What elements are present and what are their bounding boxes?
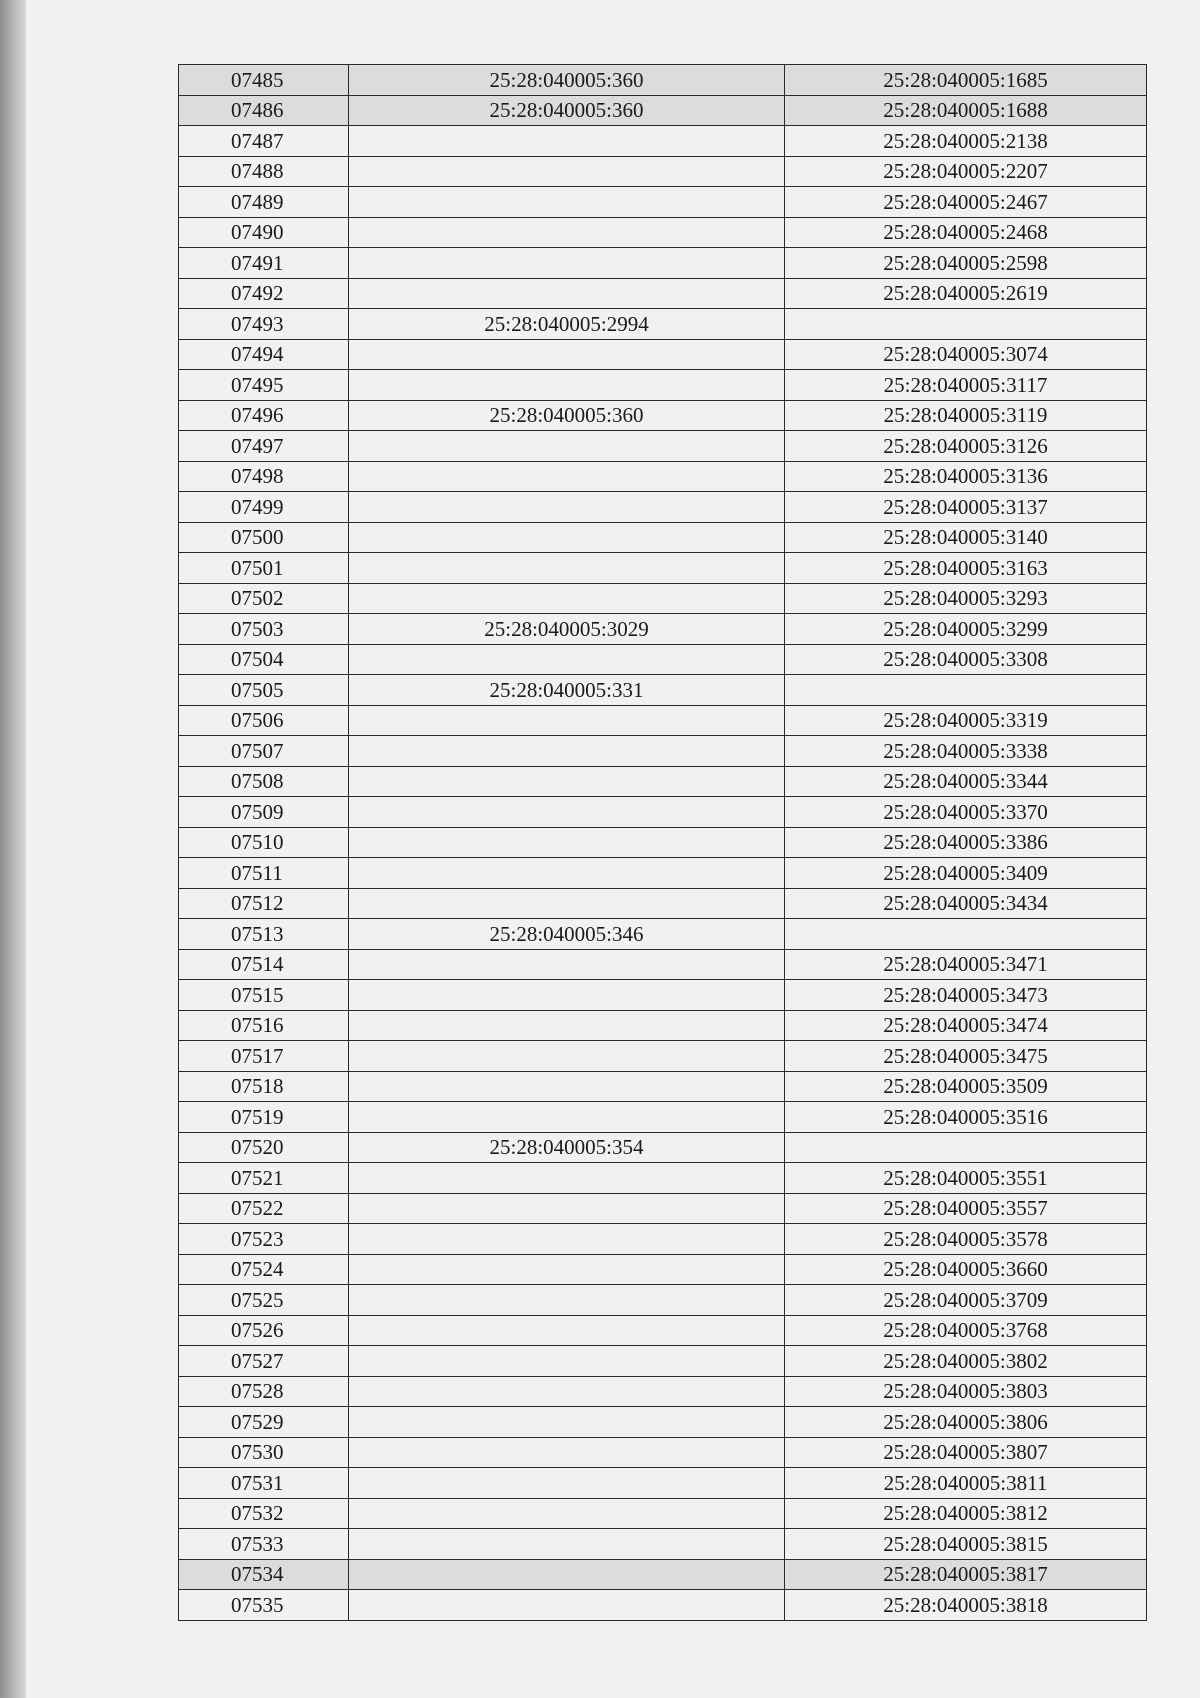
- child-cadastral-cell: 25:28:040005:3551: [785, 1163, 1147, 1194]
- child-cadastral-cell: 25:28:040005:3509: [785, 1071, 1147, 1102]
- row-number-cell: 07488: [179, 156, 349, 187]
- table-row: [179, 675, 1147, 706]
- row-number-cell: 07513: [179, 919, 349, 950]
- row-number-cell: 07500: [179, 522, 349, 553]
- table-row: [179, 736, 1147, 767]
- table-row: [179, 400, 1147, 431]
- parent-cadastral-cell: [349, 1529, 785, 1560]
- table-row: [179, 705, 1147, 736]
- row-number-cell: 07506: [179, 705, 349, 736]
- parent-cadastral-cell: [349, 1193, 785, 1224]
- parent-cadastral-cell: [349, 1590, 785, 1621]
- row-number-cell: 07531: [179, 1468, 349, 1499]
- parent-cadastral-cell: [349, 1376, 785, 1407]
- table-row: [179, 919, 1147, 950]
- parent-cadastral-cell: [349, 217, 785, 248]
- parent-cadastral-cell: [349, 248, 785, 279]
- parent-cadastral-cell: 25:28:040005:354: [349, 1132, 785, 1163]
- parent-cadastral-cell: [349, 1224, 785, 1255]
- parent-cadastral-cell: [349, 156, 785, 187]
- row-number-cell: 07486: [179, 95, 349, 126]
- parent-cadastral-cell: 25:28:040005:331: [349, 675, 785, 706]
- parent-cadastral-cell: [349, 126, 785, 157]
- parent-cadastral-cell: [349, 1498, 785, 1529]
- child-cadastral-cell: 25:28:040005:3474: [785, 1010, 1147, 1041]
- parent-cadastral-cell: [349, 370, 785, 401]
- row-number-cell: 07508: [179, 766, 349, 797]
- parent-cadastral-cell: [349, 278, 785, 309]
- table-row: [179, 827, 1147, 858]
- child-cadastral-cell: 25:28:040005:2468: [785, 217, 1147, 248]
- table-row: [179, 1071, 1147, 1102]
- child-cadastral-cell: 25:28:040005:3768: [785, 1315, 1147, 1346]
- child-cadastral-cell: [785, 675, 1147, 706]
- parent-cadastral-cell: [349, 1102, 785, 1133]
- child-cadastral-cell: 25:28:040005:3806: [785, 1407, 1147, 1438]
- table-row: [179, 949, 1147, 980]
- parent-cadastral-cell: [349, 1437, 785, 1468]
- child-cadastral-cell: 25:28:040005:3807: [785, 1437, 1147, 1468]
- table-row: [179, 1254, 1147, 1285]
- child-cadastral-cell: 25:28:040005:2207: [785, 156, 1147, 187]
- table-row: [179, 980, 1147, 1011]
- child-cadastral-cell: 25:28:040005:2467: [785, 187, 1147, 218]
- table-row: [179, 522, 1147, 553]
- row-number-cell: 07526: [179, 1315, 349, 1346]
- row-number-cell: 07517: [179, 1041, 349, 1072]
- table-row: [179, 1163, 1147, 1194]
- row-number-cell: 07503: [179, 614, 349, 645]
- row-number-cell: 07535: [179, 1590, 349, 1621]
- table-body: [179, 65, 1147, 1621]
- child-cadastral-cell: 25:28:040005:1688: [785, 95, 1147, 126]
- child-cadastral-cell: 25:28:040005:3293: [785, 583, 1147, 614]
- child-cadastral-cell: [785, 309, 1147, 340]
- parent-cadastral-cell: [349, 522, 785, 553]
- row-number-cell: 07520: [179, 1132, 349, 1163]
- parent-cadastral-cell: [349, 858, 785, 889]
- parent-cadastral-cell: [349, 1468, 785, 1499]
- parent-cadastral-cell: [349, 736, 785, 767]
- row-number-cell: 07489: [179, 187, 349, 218]
- parent-cadastral-cell: 25:28:040005:360: [349, 95, 785, 126]
- table-row: [179, 1376, 1147, 1407]
- table-row: [179, 309, 1147, 340]
- child-cadastral-cell: [785, 1132, 1147, 1163]
- table-row: [179, 370, 1147, 401]
- row-number-cell: 07528: [179, 1376, 349, 1407]
- table-row: [179, 1102, 1147, 1133]
- table-row: [179, 65, 1147, 96]
- scan-page-edge: [0, 0, 26, 1698]
- row-number-cell: 07519: [179, 1102, 349, 1133]
- parent-cadastral-cell: [349, 827, 785, 858]
- child-cadastral-cell: 25:28:040005:3811: [785, 1468, 1147, 1499]
- table-row: [179, 1010, 1147, 1041]
- document-page: [26, 0, 1200, 1698]
- row-number-cell: 07491: [179, 248, 349, 279]
- parent-cadastral-cell: 25:28:040005:2994: [349, 309, 785, 340]
- row-number-cell: 07518: [179, 1071, 349, 1102]
- table-row: [179, 126, 1147, 157]
- table-row: [179, 553, 1147, 584]
- row-number-cell: 07494: [179, 339, 349, 370]
- row-number-cell: 07522: [179, 1193, 349, 1224]
- parent-cadastral-cell: [349, 1315, 785, 1346]
- child-cadastral-cell: 25:28:040005:3815: [785, 1529, 1147, 1560]
- table-row: [179, 1529, 1147, 1560]
- child-cadastral-cell: [785, 919, 1147, 950]
- table-row: [179, 614, 1147, 645]
- row-number-cell: 07502: [179, 583, 349, 614]
- table-row: [179, 1193, 1147, 1224]
- table-row: [179, 1437, 1147, 1468]
- child-cadastral-cell: 25:28:040005:3370: [785, 797, 1147, 828]
- child-cadastral-cell: 25:28:040005:3516: [785, 1102, 1147, 1133]
- child-cadastral-cell: 25:28:040005:3319: [785, 705, 1147, 736]
- child-cadastral-cell: 25:28:040005:2619: [785, 278, 1147, 309]
- row-number-cell: 07532: [179, 1498, 349, 1529]
- table-row: [179, 1590, 1147, 1621]
- row-number-cell: 07523: [179, 1224, 349, 1255]
- parent-cadastral-cell: [349, 492, 785, 523]
- child-cadastral-cell: 25:28:040005:3338: [785, 736, 1147, 767]
- row-number-cell: 07490: [179, 217, 349, 248]
- table-row: [179, 187, 1147, 218]
- table-row: [179, 1041, 1147, 1072]
- table-row: [179, 1285, 1147, 1316]
- parent-cadastral-cell: [349, 1010, 785, 1041]
- row-number-cell: 07533: [179, 1529, 349, 1560]
- row-number-cell: 07510: [179, 827, 349, 858]
- child-cadastral-cell: 25:28:040005:3434: [785, 888, 1147, 919]
- row-number-cell: 07505: [179, 675, 349, 706]
- child-cadastral-cell: 25:28:040005:3299: [785, 614, 1147, 645]
- table-row: [179, 339, 1147, 370]
- parent-cadastral-cell: [349, 888, 785, 919]
- row-number-cell: 07498: [179, 461, 349, 492]
- row-number-cell: 07514: [179, 949, 349, 980]
- row-number-cell: 07507: [179, 736, 349, 767]
- parent-cadastral-cell: [349, 1346, 785, 1377]
- row-number-cell: 07509: [179, 797, 349, 828]
- child-cadastral-cell: 25:28:040005:3117: [785, 370, 1147, 401]
- row-number-cell: 07529: [179, 1407, 349, 1438]
- parent-cadastral-cell: [349, 1071, 785, 1102]
- parent-cadastral-cell: [349, 583, 785, 614]
- table-row: [179, 1132, 1147, 1163]
- row-number-cell: 07485: [179, 65, 349, 96]
- table-row: [179, 1559, 1147, 1590]
- row-number-cell: 07495: [179, 370, 349, 401]
- child-cadastral-cell: 25:28:040005:3163: [785, 553, 1147, 584]
- parent-cadastral-cell: [349, 339, 785, 370]
- row-number-cell: 07516: [179, 1010, 349, 1041]
- row-number-cell: 07501: [179, 553, 349, 584]
- child-cadastral-cell: 25:28:040005:3578: [785, 1224, 1147, 1255]
- table-row: [179, 461, 1147, 492]
- table-row: [179, 888, 1147, 919]
- table-row: [179, 492, 1147, 523]
- child-cadastral-cell: 25:28:040005:3557: [785, 1193, 1147, 1224]
- row-number-cell: 07496: [179, 400, 349, 431]
- table-row: [179, 217, 1147, 248]
- parent-cadastral-cell: [349, 766, 785, 797]
- table-row: [179, 95, 1147, 126]
- child-cadastral-cell: 25:28:040005:3818: [785, 1590, 1147, 1621]
- row-number-cell: 07521: [179, 1163, 349, 1194]
- parent-cadastral-cell: [349, 797, 785, 828]
- row-number-cell: 07487: [179, 126, 349, 157]
- table-row: [179, 248, 1147, 279]
- child-cadastral-cell: 25:28:040005:3137: [785, 492, 1147, 523]
- child-cadastral-cell: 25:28:040005:3409: [785, 858, 1147, 889]
- row-number-cell: 07504: [179, 644, 349, 675]
- child-cadastral-cell: 25:28:040005:3660: [785, 1254, 1147, 1285]
- parent-cadastral-cell: [349, 431, 785, 462]
- parent-cadastral-cell: [349, 461, 785, 492]
- child-cadastral-cell: 25:28:040005:3386: [785, 827, 1147, 858]
- parent-cadastral-cell: [349, 553, 785, 584]
- row-number-cell: 07499: [179, 492, 349, 523]
- child-cadastral-cell: 25:28:040005:3136: [785, 461, 1147, 492]
- row-number-cell: 07527: [179, 1346, 349, 1377]
- child-cadastral-cell: 25:28:040005:2138: [785, 126, 1147, 157]
- table-row: [179, 156, 1147, 187]
- parent-cadastral-cell: [349, 1254, 785, 1285]
- parent-cadastral-cell: [349, 1559, 785, 1590]
- child-cadastral-cell: 25:28:040005:3709: [785, 1285, 1147, 1316]
- table-row: [179, 1346, 1147, 1377]
- table-row: [179, 1224, 1147, 1255]
- row-number-cell: 07515: [179, 980, 349, 1011]
- parent-cadastral-cell: [349, 949, 785, 980]
- table-row: [179, 1407, 1147, 1438]
- child-cadastral-cell: 25:28:040005:3308: [785, 644, 1147, 675]
- row-number-cell: 07493: [179, 309, 349, 340]
- row-number-cell: 07492: [179, 278, 349, 309]
- table-row: [179, 1498, 1147, 1529]
- parent-cadastral-cell: 25:28:040005:360: [349, 400, 785, 431]
- parent-cadastral-cell: [349, 1285, 785, 1316]
- parent-cadastral-cell: [349, 644, 785, 675]
- cadastral-number-table: [178, 64, 1147, 1621]
- parent-cadastral-cell: 25:28:040005:346: [349, 919, 785, 950]
- child-cadastral-cell: 25:28:040005:3344: [785, 766, 1147, 797]
- row-number-cell: 07525: [179, 1285, 349, 1316]
- parent-cadastral-cell: [349, 1041, 785, 1072]
- table-row: [179, 797, 1147, 828]
- parent-cadastral-cell: 25:28:040005:360: [349, 65, 785, 96]
- parent-cadastral-cell: [349, 187, 785, 218]
- child-cadastral-cell: 25:28:040005:3140: [785, 522, 1147, 553]
- child-cadastral-cell: 25:28:040005:2598: [785, 248, 1147, 279]
- child-cadastral-cell: 25:28:040005:3471: [785, 949, 1147, 980]
- table-row: [179, 278, 1147, 309]
- table-row: [179, 858, 1147, 889]
- child-cadastral-cell: 25:28:040005:3817: [785, 1559, 1147, 1590]
- child-cadastral-cell: 25:28:040005:3802: [785, 1346, 1147, 1377]
- row-number-cell: 07497: [179, 431, 349, 462]
- row-number-cell: 07530: [179, 1437, 349, 1468]
- row-number-cell: 07534: [179, 1559, 349, 1590]
- parent-cadastral-cell: [349, 705, 785, 736]
- parent-cadastral-cell: [349, 1163, 785, 1194]
- child-cadastral-cell: 25:28:040005:3475: [785, 1041, 1147, 1072]
- child-cadastral-cell: 25:28:040005:3119: [785, 400, 1147, 431]
- child-cadastral-cell: 25:28:040005:3074: [785, 339, 1147, 370]
- row-number-cell: 07524: [179, 1254, 349, 1285]
- child-cadastral-cell: 25:28:040005:1685: [785, 65, 1147, 96]
- table-row: [179, 644, 1147, 675]
- child-cadastral-cell: 25:28:040005:3812: [785, 1498, 1147, 1529]
- table-row: [179, 766, 1147, 797]
- table-row: [179, 431, 1147, 462]
- parent-cadastral-cell: [349, 1407, 785, 1438]
- row-number-cell: 07511: [179, 858, 349, 889]
- child-cadastral-cell: 25:28:040005:3126: [785, 431, 1147, 462]
- child-cadastral-cell: 25:28:040005:3473: [785, 980, 1147, 1011]
- table-row: [179, 583, 1147, 614]
- table-row: [179, 1315, 1147, 1346]
- child-cadastral-cell: 25:28:040005:3803: [785, 1376, 1147, 1407]
- table-row: [179, 1468, 1147, 1499]
- parent-cadastral-cell: 25:28:040005:3029: [349, 614, 785, 645]
- row-number-cell: 07512: [179, 888, 349, 919]
- parent-cadastral-cell: [349, 980, 785, 1011]
